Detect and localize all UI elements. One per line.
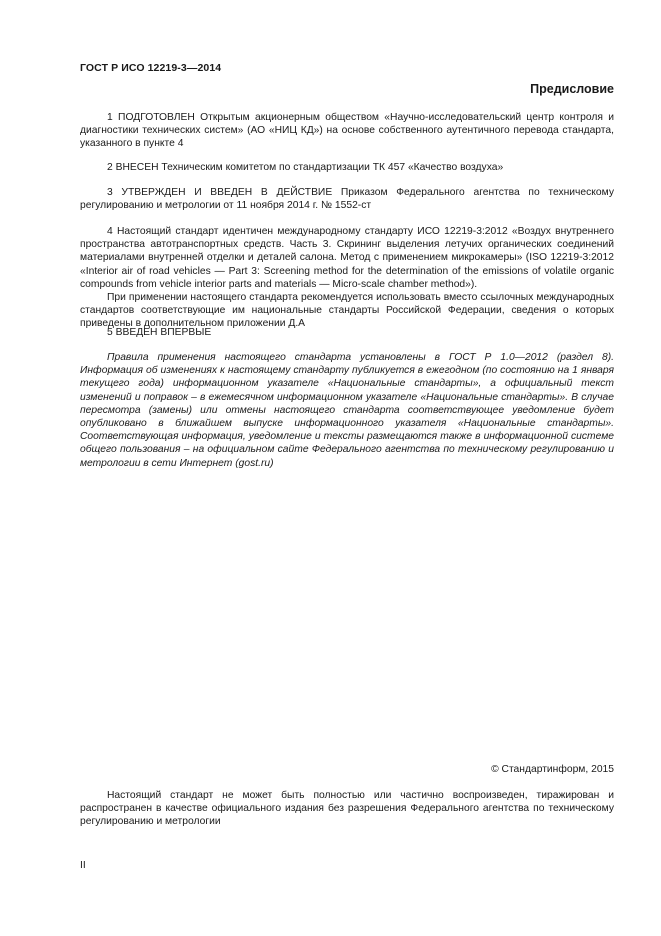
item-1 xyxy=(80,111,614,151)
page-title: Предисловие xyxy=(530,82,614,96)
page-number: II xyxy=(80,860,86,871)
reproduction-notice-text: Настоящий стандарт не может быть полностью или частично воспроизведен, тиражирован и распространен в качестве официального издания без разрешения Федерального агентства по техническому регулированию и метрологии xyxy=(80,790,614,828)
item-3 xyxy=(80,186,614,212)
reproduction-notice xyxy=(80,789,614,829)
item-5-text: 5 ВВЕДЕН ВПЕРВЫЕ xyxy=(107,327,212,338)
rules-block xyxy=(80,351,614,470)
document-code: ГОСТ Р ИСО 12219-3—2014 xyxy=(80,62,222,74)
item-4 xyxy=(80,225,614,331)
item-1-text: 1 ПОДГОТОВЛЕН Открытым акционерным обществом «Научно-исследовательский центр контроля и диагностики технических систем» (АО «НИЦ КД») на основе собственного аутентичного перевода стандарта, указанного в пункте 4 xyxy=(80,112,614,150)
rules-text: Правила применения настоящего стандарта установлены в ГОСТ Р 1.0—2012 (раздел 8). Информация об изменениях к настоящему стандарту публикуется в ежегодном (по состоянию на 1 января текущего года) информационном указателе «Национальные стандарты», а официальный текст изменений и поправок – в ежемесячном информационном указателе «Национальные стандарты». В случае пересмотра (замены) или отмены настоящего стандарта соответствующее уведомление будет опубликовано в ближайшем выпуске информационного указателя «Национальные стандарты». Соответствующая информация, уведомление и тексты размещаются также в информационной системе общего пользования – на официальном сайте Федерального агентства по техническому регулированию и метрологии в сети Интернет (gost.ru) xyxy=(80,352,614,469)
copyright: © Стандартинформ, 2015 xyxy=(491,764,614,775)
item-4-note: При применении настоящего стандарта рекомендуется использовать вместо ссылочных международных стандартов соответствующие им национальные стандарты Российской Федерации, сведения о которых приведены в дополнительном приложении Д.А xyxy=(80,292,614,330)
item-5 xyxy=(80,326,614,339)
item-4-text: 4 Настоящий стандарт идентичен международному стандарту ИСО 12219-3:2012 «Воздух внутреннего пространства автотранспортных средств. Часть 3. Скрининг выделения летучих органических соединений материалами внутренней отделки и деталей салона. Метод с применением микрокамеры» (ISO 12219-3:2012 «Interior air of road vehicles — Part 3: Screening method for the determination of the emissions of volatile organic compounds from vehicle interior parts and materials — Micro-scale chamber method»). xyxy=(80,226,614,290)
item-2 xyxy=(80,161,614,174)
item-3-text: 3 УТВЕРЖДЕН И ВВЕДЕН В ДЕЙСТВИЕ Приказом Федерального агентства по техническому регулированию и метрологии от 11 ноября 2014 г. № 1552-ст xyxy=(80,187,614,212)
item-2-text: 2 ВНЕСЕН Техническим комитетом по стандартизации ТК 457 «Качество воздуха» xyxy=(107,162,504,173)
